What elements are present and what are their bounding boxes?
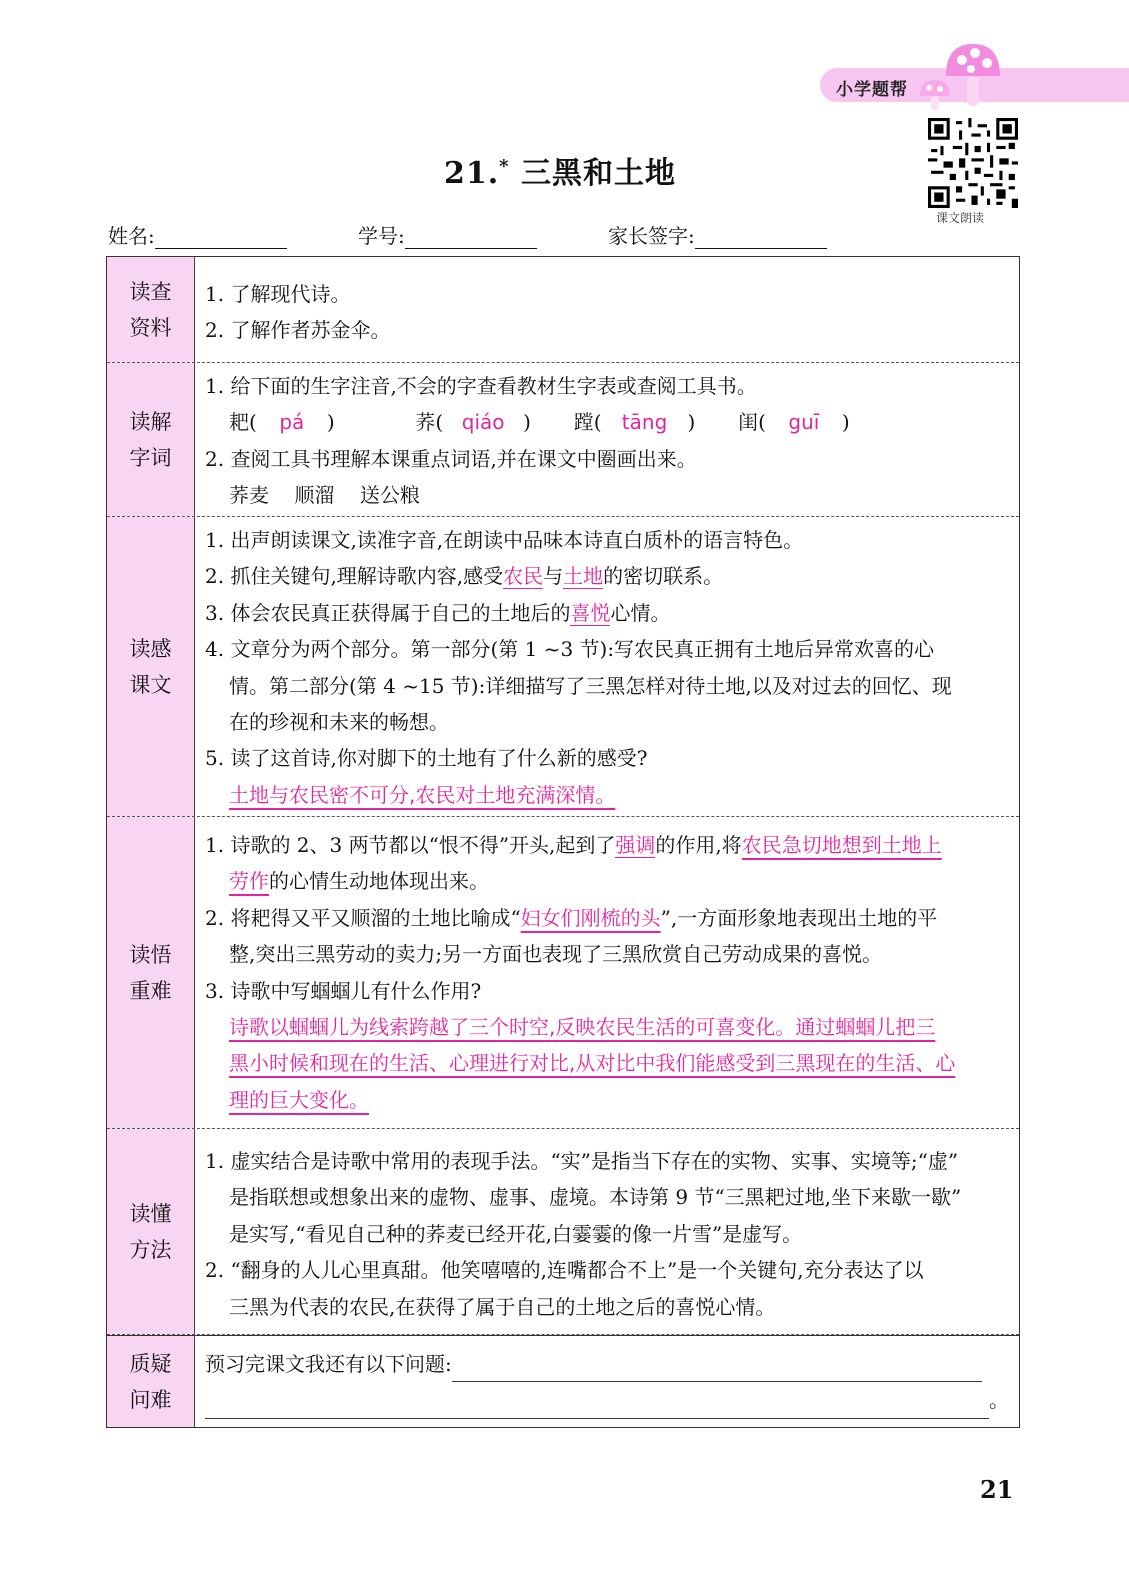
item-3-answer[interactable] — [205, 1045, 1009, 1081]
item-3-answer[interactable] — [205, 1082, 1009, 1118]
section-label — [107, 257, 195, 362]
item-1: 1. 出声朗读课文,读准字音,在朗读中品味本诗直白质朴的语言特色。 — [205, 528, 804, 552]
item-2: 2. 了解作者苏金伞。 — [205, 318, 391, 343]
paren: ) — [687, 410, 696, 435]
section-content — [205, 368, 1009, 514]
label-line-2: 字词 — [129, 445, 172, 470]
question-line-2 — [205, 1382, 1009, 1418]
title-number: 21. — [443, 156, 500, 191]
label-line-2: 资料 — [129, 315, 172, 340]
sign-label: 家长签字: — [608, 224, 695, 248]
item-1-cont: 是指联想或想象出来的虚物、虚事、虚境。本诗第 9 节“三黑耙过地,坐下来歇一歇” — [229, 1185, 962, 1210]
char: 耙( — [229, 410, 257, 435]
section-label — [107, 517, 195, 816]
section-reference — [107, 257, 1019, 363]
word-list — [205, 477, 1009, 513]
text: 的心情生动地体现出来。 — [269, 869, 489, 894]
pinyin-answer[interactable]: qiáo — [461, 410, 505, 435]
answer-fill[interactable]: 劳作 — [229, 869, 269, 894]
char: 荞( — [415, 410, 444, 435]
answer-text: 土地与农民密不可分,农民对土地充满深情。 — [229, 782, 616, 807]
section-methods — [107, 1129, 1019, 1335]
id-blank[interactable] — [405, 228, 537, 249]
paren: ) — [523, 410, 531, 435]
item-1: 1. 了解现代诗。 — [205, 282, 351, 306]
item-4: 4. 文章分为两个部分。第一部分(第 1 ~3 节):写农民真正拥有土地后异常欢喜的心 — [205, 637, 935, 662]
section-content — [205, 1346, 1009, 1419]
text: 3. 体会农民真正获得属于自己的土地后的 — [205, 600, 571, 625]
item-4-cont: 在的珍视和未来的畅想。 — [229, 710, 449, 735]
title-star: * — [499, 156, 510, 177]
name-field[interactable] — [108, 220, 287, 249]
item-1-cont — [205, 863, 1009, 899]
pinyin-item — [415, 404, 567, 440]
question-line-1 — [205, 1346, 1009, 1382]
item-3-answer[interactable] — [205, 1009, 1009, 1045]
item-5: 5. 读了这首诗,你对脚下的土地有了什么新的感受? — [205, 746, 648, 771]
item-2: 2. 查阅工具书理解本课重点词语,并在课文中圈画出来。 — [205, 446, 697, 471]
label-line-1: 读查 — [129, 279, 172, 304]
name-blank[interactable] — [155, 228, 287, 249]
item-2 — [205, 558, 1009, 594]
qr-caption: 课文朗读 — [936, 211, 985, 225]
char: 蹚( — [573, 410, 602, 435]
mushroom-small-icon — [918, 78, 952, 112]
word: 顺溜 — [294, 483, 335, 508]
item-3 — [205, 595, 1009, 631]
label-line-2: 重难 — [129, 978, 172, 1003]
item-2-cont: 三黑为代表的农民,在获得了属于自己的土地之后的喜悦心情。 — [229, 1294, 776, 1319]
paren: ) — [326, 410, 335, 435]
pinyin-answer[interactable]: pá — [279, 410, 305, 435]
word: 荞麦 — [229, 483, 269, 508]
pinyin-item — [738, 404, 888, 440]
pinyin-answer[interactable]: tāng — [621, 410, 668, 435]
sign-blank[interactable] — [695, 228, 827, 249]
answer-text: 理的巨大变化。 — [229, 1087, 369, 1112]
qr-code-icon[interactable] — [928, 118, 1018, 208]
sign-field[interactable] — [608, 220, 827, 249]
text: 的作用,将 — [655, 833, 742, 857]
section-content — [205, 522, 1009, 813]
page-title — [380, 148, 740, 192]
section-label — [107, 1336, 195, 1427]
label-line-2: 问难 — [129, 1387, 172, 1412]
section-label — [107, 817, 195, 1128]
answer-fill[interactable]: 农民急切地想到土地上 — [741, 833, 942, 857]
worksheet-table — [106, 256, 1020, 1428]
answer-fill[interactable]: 土地 — [563, 564, 604, 589]
label-line-2: 课文 — [129, 672, 172, 697]
section-label — [107, 363, 195, 516]
item-1: 1. 给下面的生字注音,不会的字查看教材生字表或查阅工具书。 — [205, 374, 757, 398]
question-blank[interactable] — [205, 1396, 989, 1419]
pinyin-row — [205, 404, 1009, 440]
answer-text: 黑小时候和现在的生活、心理进行对比,从对比中我们能感受到三黑现在的生活、心 — [229, 1051, 956, 1076]
pinyin-item — [229, 404, 409, 440]
question-blank[interactable] — [452, 1359, 982, 1382]
brand-name: 小学题帮 — [836, 80, 908, 100]
title-text: 三黑和土地 — [521, 156, 677, 191]
id-label: 学号: — [358, 224, 405, 248]
label-line-1: 读感 — [129, 636, 172, 661]
item-1: 1. 虚实结合是诗歌中常用的表现手法。“实”是指当下存在的实物、实事、实境等;“虚” — [205, 1149, 959, 1173]
text: 与 — [543, 564, 564, 589]
label-line-1: 读解 — [129, 409, 172, 434]
item-3: 3. 诗歌中写蝈蝈儿有什么作用? — [205, 978, 482, 1003]
item-1-cont: 是实写,“看见自己种的荞麦已经开花,白霎霎的像一片雪”是虚写。 — [229, 1221, 803, 1246]
text: 心情。 — [610, 600, 671, 625]
section-content — [205, 276, 1009, 349]
section-reading — [107, 517, 1019, 817]
pinyin-item — [574, 404, 732, 440]
text: ”,一方面形象地表现出土地的平 — [660, 905, 938, 930]
label-line-2: 方法 — [129, 1237, 172, 1262]
item-1 — [205, 827, 1009, 863]
text: 的密切联系。 — [603, 564, 724, 589]
section-vocabulary — [107, 363, 1019, 517]
char: 闺( — [738, 410, 766, 435]
paren: ) — [841, 410, 850, 435]
text: 1. 诗歌的 2、3 两节都以“恨不得”开头,起到了 — [205, 833, 616, 857]
page-number: 21 — [980, 1475, 1014, 1504]
text: 2. 抓住关键句,理解诗歌内容,感受 — [205, 564, 504, 589]
section-content — [205, 1143, 1009, 1325]
answer-fill[interactable]: 喜悦 — [570, 600, 611, 625]
period: 。 — [989, 1388, 1009, 1413]
label-line-1: 读悟 — [129, 942, 172, 967]
section-content — [205, 827, 1009, 1118]
item-2: 2. “翻身的人儿心里真甜。他笑嘻嘻的,连嘴都合不上”是一个关键句,充分表达了以 — [205, 1258, 924, 1283]
section-questions — [107, 1335, 1019, 1427]
pinyin-answer[interactable]: guī — [788, 410, 820, 435]
item-5-answer[interactable] — [205, 777, 1009, 813]
item-2-cont: 整,突出三黑劳动的卖力;另一方面也表现了三黑欣赏自己劳动成果的喜悦。 — [229, 942, 883, 967]
item-2 — [205, 900, 1009, 936]
answer-fill[interactable]: 强调 — [615, 833, 656, 857]
question-prompt: 预习完课文我还有以下问题: — [205, 1352, 452, 1376]
answer-fill[interactable]: 农民 — [503, 564, 544, 589]
answer-text: 诗歌以蝈蝈儿为线索跨越了三个时空,反映农民生活的可喜变化。通过蝈蝈儿把三 — [229, 1015, 936, 1040]
section-key-points — [107, 817, 1019, 1129]
name-label: 姓名: — [108, 224, 155, 248]
word: 送公粮 — [359, 483, 420, 508]
label-line-1: 读懂 — [129, 1201, 172, 1226]
label-line-1: 质疑 — [129, 1351, 172, 1376]
id-field[interactable] — [358, 220, 537, 249]
section-label — [107, 1129, 195, 1334]
answer-fill[interactable]: 妇女们刚梳的头 — [520, 905, 661, 930]
item-4-cont: 情。第二部分(第 4 ~15 节):详细描写了三黑怎样对待土地,以及对过去的回忆、现 — [229, 673, 952, 698]
text: 2. 将耙得又平又顺溜的土地比喻成“ — [205, 905, 521, 930]
